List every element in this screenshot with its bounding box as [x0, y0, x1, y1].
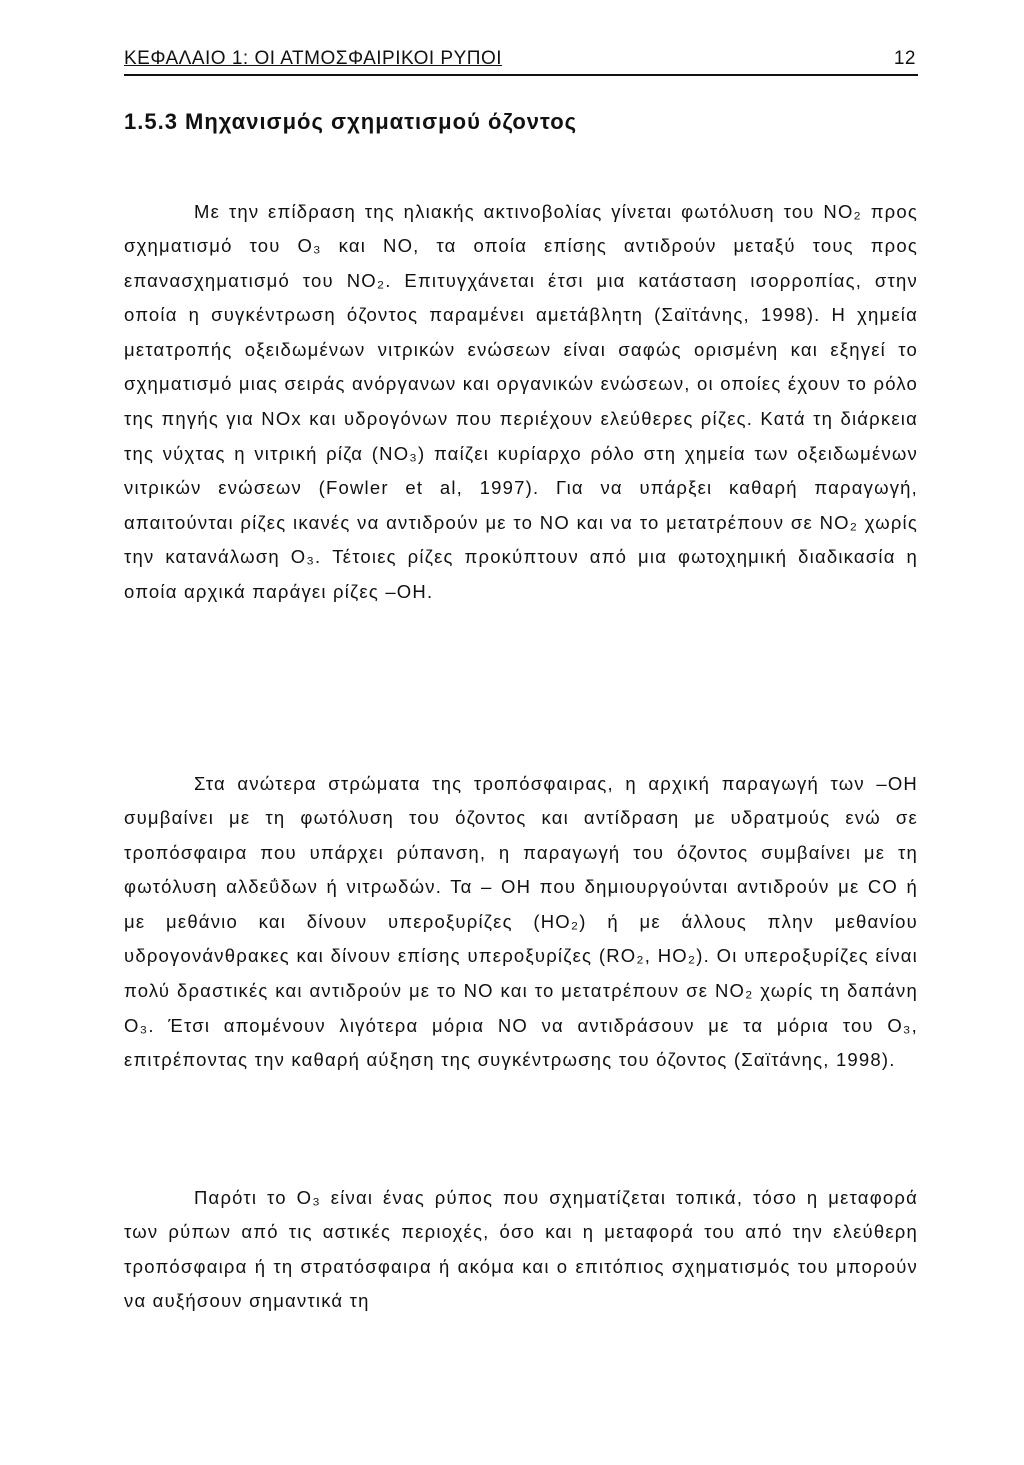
page-number: 12 — [893, 48, 916, 69]
paragraph-3: Παρότι το O₃ είναι ένας ρύπος που σχηματίζεται τοπικά, τόσο η μεταφορά των ρύπων από τις αστικές περιοχές, όσο και η μεταφορά του από την ελεύθερη τροπόσφαιρα ή τη στρατόσφαιρα ή ακόμα και ο επιτόπιος σχηματισμός του μπορούν να αυξήσουν σημαντικά τη — [124, 1186, 918, 1312]
paragraph-1: Με την επίδραση της ηλιακής ακτινοβολίας γίνεται φωτόλυση του NO₂ προς σχηματισμό του O₃ και NO, τα οποία επίσης αντιδρούν μεταξύ τους προς επανασχηματισμό του NO₂. Επιτυγχάνεται έτσι μια κατάσταση ισορροπίας, στην οποία η συγκέντρωση όζοντος παραμένει αμετάβλητη (Σαϊτάνης, 1998). Η χημεία μετατροπής οξειδωμένων νιτρικών ενώσεων είναι σαφώς ορισμένη και εξηγεί το σχηματισμό μιας σειράς ανόργανων και οργανικών ενώσεων, οι οποίες έχουν το ρόλο της πηγής για NOx και υδρογόνων που περιέχουν ελεύθερες ρίζες. Κατά τη διάρκεια της νύχτας η νιτρική ρίζα (NO₃) παίζει κυρίαρχο ρόλο στη χημεία των οξειδωμένων νιτρικών ενώσεων (Fowler et al, 1997). Για να υπάρξει καθαρή παραγωγή, απαιτούνται ρίζες ικανές να αντιδρούν με το NO και να το μετατρέπουν σε NO₂ χωρίς την κατανάλωση O₃. Τέτοιες ρίζες προκύπτουν από μια φωτοχημική διαδικασία η οποία αρχικά παράγει ρίζες –OH. — [124, 200, 918, 603]
section-heading: 1.5.3 Μηχανισμός σχηματισμού όζοντος — [124, 109, 578, 134]
paragraph-2: Στα ανώτερα στρώματα της τροπόσφαιρας, η αρχική παραγωγή των –OH συμβαίνει με τη φωτόλυση του όζοντος και αντίδραση με υδρατμούς ενώ σε τροπόσφαιρα που υπάρχει ρύπανση, η παραγωγή του όζοντος συμβαίνει με τη φωτόλυση αλδεΰδων ή νιτρωδών. Τα – OH που δημιουργούνται αντιδρούν με CO ή με μεθάνιο και δίνουν υπεροξυρίζες (HO₂) ή με άλλους πλην μεθανίου υδρογονάνθρακες και δίνουν επίσης υπεροξυρίζες (RO₂, HO₂). Οι υπεροξυρίζες είναι πολύ δραστικές και αντιδρούν με το NO και το μετατρέπουν σε NO₂ χωρίς τη δαπάνη O₃. Έτσι απομένουν λιγότερα μόρια NO να αντιδράσουν με τα μόρια του O₃, επιτρέποντας την καθαρή αύξηση της συγκέντρωσης του όζοντος (Σαϊτάνης, 1998). — [124, 772, 918, 1071]
chapter-title: ΚΕΦΑΛΑΙΟ 1: ΟΙ ΑΤΜΟΣΦΑΙΡΙΚΟΙ ΡΥΠΟΙ — [124, 48, 503, 69]
running-header — [124, 44, 918, 76]
